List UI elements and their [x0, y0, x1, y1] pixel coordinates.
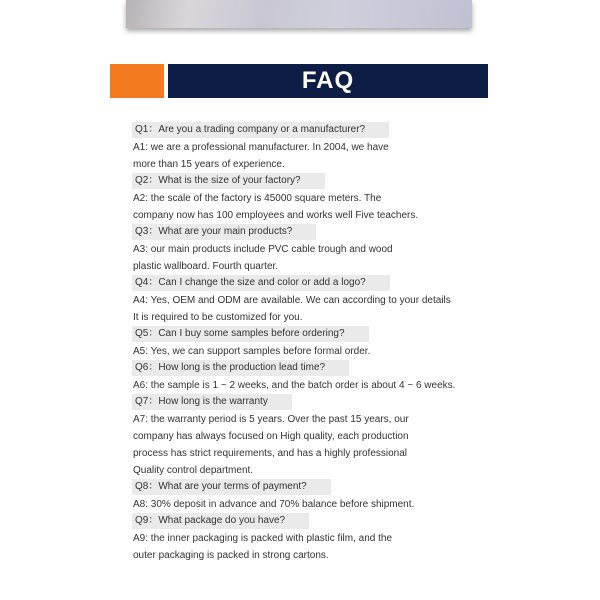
faq-question: Q6：How long is the production lead time? [132, 360, 349, 376]
faq-item [132, 394, 462, 479]
faq-accent-block [110, 64, 164, 98]
faq-answer-line: plastic wallboard. Fourth quarter. [133, 261, 279, 272]
faq-answer-line: A8: 30% deposit in advance and 70% balance before shipment. [133, 499, 415, 510]
faq-question: Q1：Are you a trading company or a manufacturer? [132, 122, 389, 138]
faq-item [132, 224, 462, 275]
faq-answer-line: A9: the inner packaging is packed with plastic film, and the [133, 533, 393, 544]
faq-answer-line: A2: the scale of the factory is 45000 square meters. The [133, 193, 382, 204]
faq-answer-line: A6: the sample is 1 ~ 2 weeks, and the batch order is about 4 ~ 6 weeks. [133, 380, 456, 391]
faq-answer-line: company has always focused on High quality, each production [133, 431, 409, 442]
top-product-photo [126, 0, 472, 28]
faq-list [132, 122, 462, 564]
faq-answer-line: more than 15 years of experience. [133, 159, 285, 170]
faq-question: Q5：Can I buy some samples before ordering? [132, 326, 369, 342]
faq-item [132, 275, 462, 326]
faq-item [132, 479, 462, 513]
faq-answer-line: A7: the warranty period is 5 years. Over the past 15 years, our [133, 414, 409, 425]
faq-answer-line: outer packaging is packed in strong cartons. [133, 550, 329, 561]
faq-question: Q3：What are your main products? [132, 224, 316, 240]
faq-answer-line: A1: we are a professional manufacturer. In 2004, we have [133, 142, 389, 153]
faq-answer-line: A4: Yes, OEM and ODM are available. We can according to your details [133, 295, 451, 306]
faq-item [132, 173, 462, 224]
faq-item [132, 122, 462, 173]
faq-answer-line: company now has 100 employees and works well Five teachers. [133, 210, 419, 221]
faq-answer-line: A3: our main products include PVC cable trough and wood [133, 244, 393, 255]
faq-item [132, 513, 462, 564]
faq-header [110, 64, 488, 98]
faq-question: Q9：What package do you have? [132, 513, 309, 529]
faq-title: FAQ [168, 64, 488, 98]
faq-item [132, 326, 462, 360]
faq-answer-line: A5: Yes, we can support samples before formal order. [133, 346, 371, 357]
faq-answer-line: It is required to be customized for you. [133, 312, 303, 323]
faq-question: Q4：Can I change the size and color or add a logo? [132, 275, 390, 291]
faq-question: Q8：What are your terms of payment? [132, 479, 331, 495]
faq-question: Q2：What is the size of your factory? [132, 173, 325, 189]
faq-answer-line: process has strict requirements, and has a highly professional [133, 448, 408, 459]
faq-question: Q7：How long is the warranty [132, 394, 292, 410]
faq-item [132, 360, 462, 394]
faq-answer-line: Quality control department. [133, 465, 254, 476]
